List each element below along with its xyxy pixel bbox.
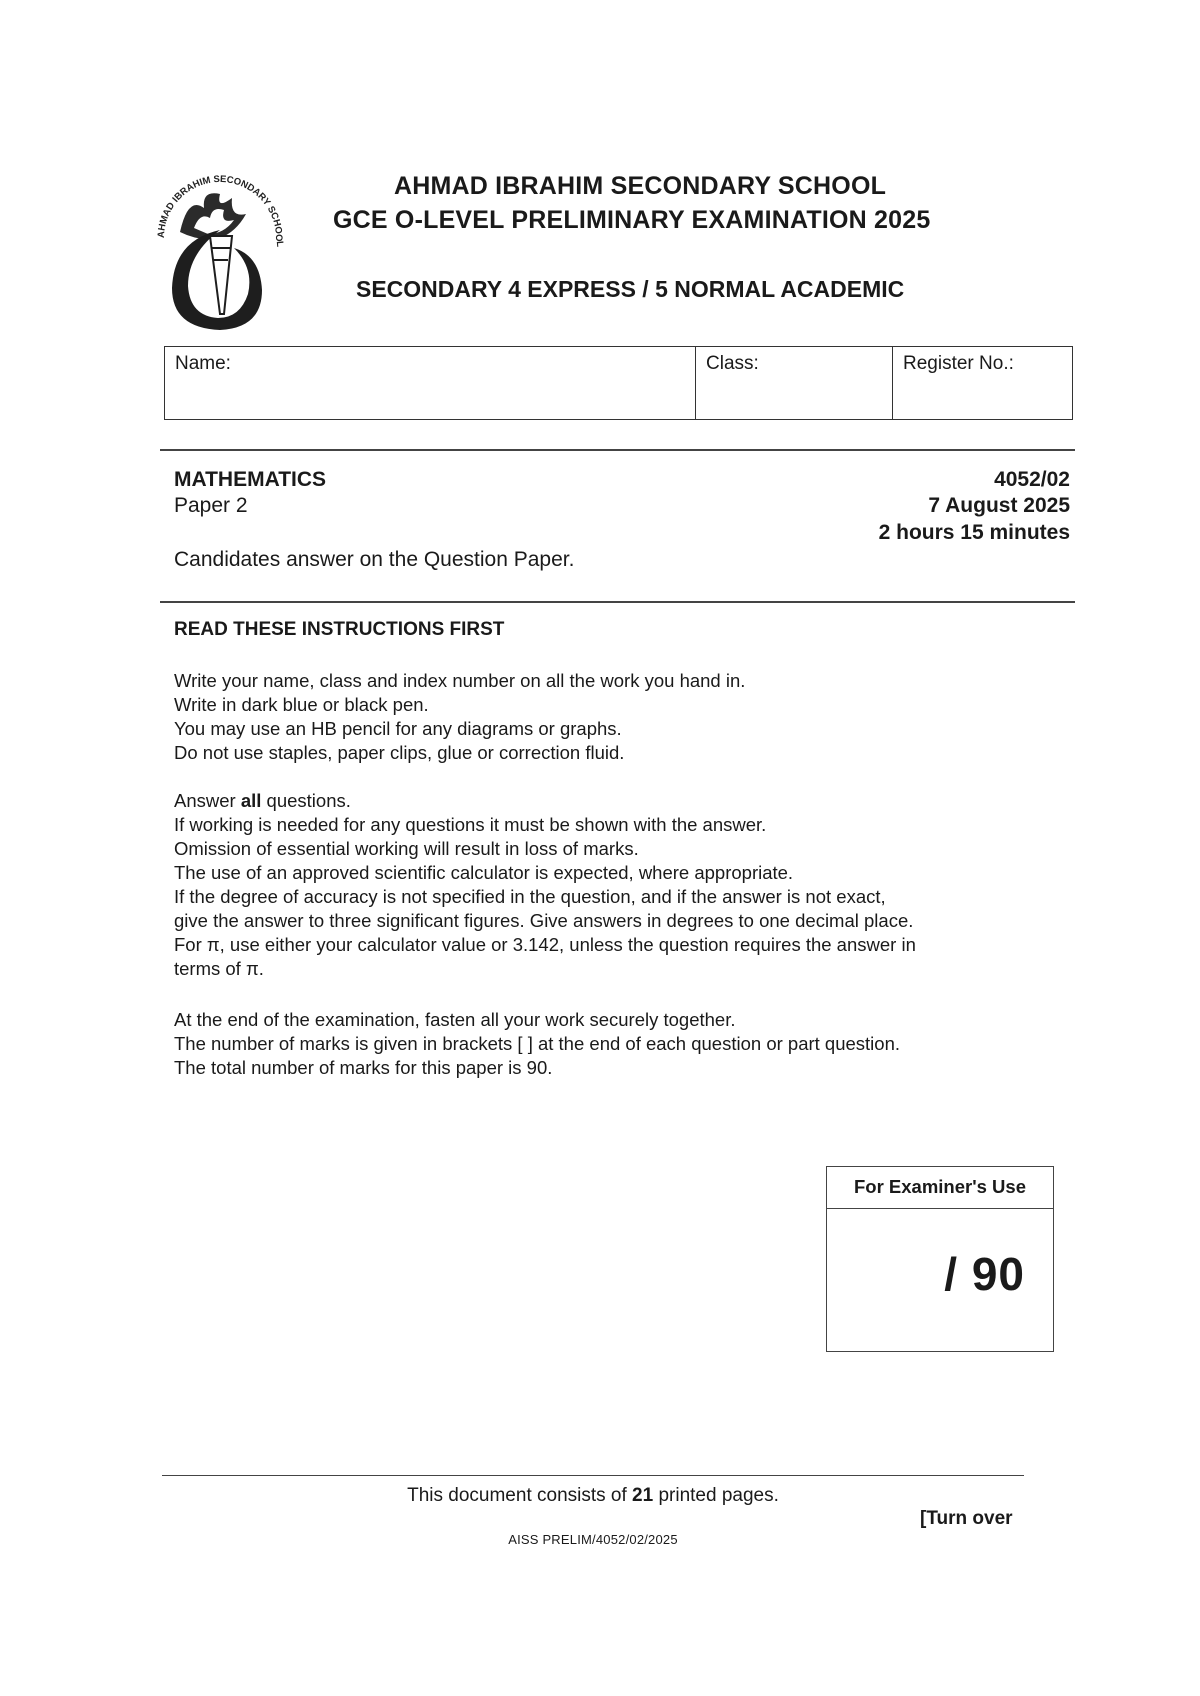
divider — [160, 449, 1075, 451]
instructions-group-1 — [174, 669, 1054, 765]
instruction-line: give the answer to three significant figures. Give answers in degrees to one decimal place. — [174, 910, 914, 931]
class-field[interactable] — [696, 347, 893, 419]
pages-suffix: printed pages. — [653, 1485, 779, 1506]
instruction-line: For π, use either your calculator value or 3.142, unless the question requires the answer in — [174, 934, 916, 955]
examiner-use-box — [826, 1166, 1054, 1352]
pages-count: 21 — [632, 1485, 654, 1506]
instructions-heading: READ THESE INSTRUCTIONS FIRST — [174, 619, 505, 640]
examiner-use-heading: For Examiner's Use — [827, 1167, 1053, 1209]
document-code: AISS PRELIM/4052/02/2025 — [508, 1532, 678, 1547]
instruction-line: The number of marks is given in brackets [ ] at the end of each question or part question. — [174, 1033, 901, 1054]
school-logo — [150, 168, 290, 336]
school-name: AHMAD IBRAHIM SECONDARY SCHOOL — [393, 172, 887, 200]
exam-name: GCE O-LEVEL PRELIMINARY EXAMINATION 2025 — [333, 206, 931, 234]
instruction-line-answer-all — [174, 789, 1054, 813]
turn-over: [Turn over — [920, 1508, 1013, 1529]
candidate-details-table — [164, 346, 1073, 420]
answer-suffix: questions. — [261, 790, 351, 811]
exam-duration: 2 hours 15 minutes — [878, 521, 1070, 544]
answer-bold: all — [240, 790, 262, 811]
pages-prefix: This document consists of — [407, 1485, 633, 1506]
instruction-line: The use of an approved scientific calculator is expected, where appropriate. — [174, 862, 794, 883]
divider — [160, 601, 1075, 603]
instructions-group-3 — [174, 1008, 1054, 1080]
instructions-group-2 — [174, 789, 1054, 981]
instruction-line: The total number of marks for this paper is 90. — [174, 1057, 553, 1078]
instruction-line: Omission of essential working will result in loss of marks. — [174, 838, 639, 859]
paper-number: Paper 2 — [174, 494, 248, 517]
page-count-note — [162, 1485, 1024, 1507]
register-label: Register No.: — [903, 353, 1014, 374]
name-field[interactable] — [165, 347, 696, 419]
instruction-line: Do not use staples, paper clips, glue or correction fluid. — [174, 742, 625, 763]
instruction-line: terms of π. — [174, 958, 264, 979]
instruction-line: At the end of the examination, fasten all your work securely together. — [174, 1009, 736, 1030]
level-title: SECONDARY 4 EXPRESS / 5 NORMAL ACADEMIC — [356, 276, 905, 302]
instruction-line: Write in dark blue or black pen. — [174, 694, 429, 715]
register-number-field[interactable] — [893, 347, 1073, 419]
exam-date: 7 August 2025 — [928, 494, 1070, 517]
instruction-line: Write your name, class and index number on all the work you hand in. — [174, 670, 746, 691]
instruction-line: If working is needed for any questions it must be shown with the answer. — [174, 814, 767, 835]
instruction-line: You may use an HB pencil for any diagrams or graphs. — [174, 718, 622, 739]
subject-title: MATHEMATICS — [174, 468, 327, 491]
instruction-line: If the degree of accuracy is not specified in the question, and if the answer is not exact, — [174, 886, 886, 907]
class-label: Class: — [706, 353, 759, 374]
name-label: Name: — [175, 353, 231, 374]
answer-note: Candidates answer on the Question Paper. — [174, 548, 575, 571]
total-marks: / 90 — [944, 1248, 1025, 1300]
answer-prefix: Answer — [174, 790, 241, 811]
logo-ring-text: AHMAD IBRAHIM SECONDARY SCHOOL — [155, 173, 286, 248]
paper-code: 4052/02 — [994, 468, 1070, 491]
footer-divider — [162, 1475, 1024, 1476]
